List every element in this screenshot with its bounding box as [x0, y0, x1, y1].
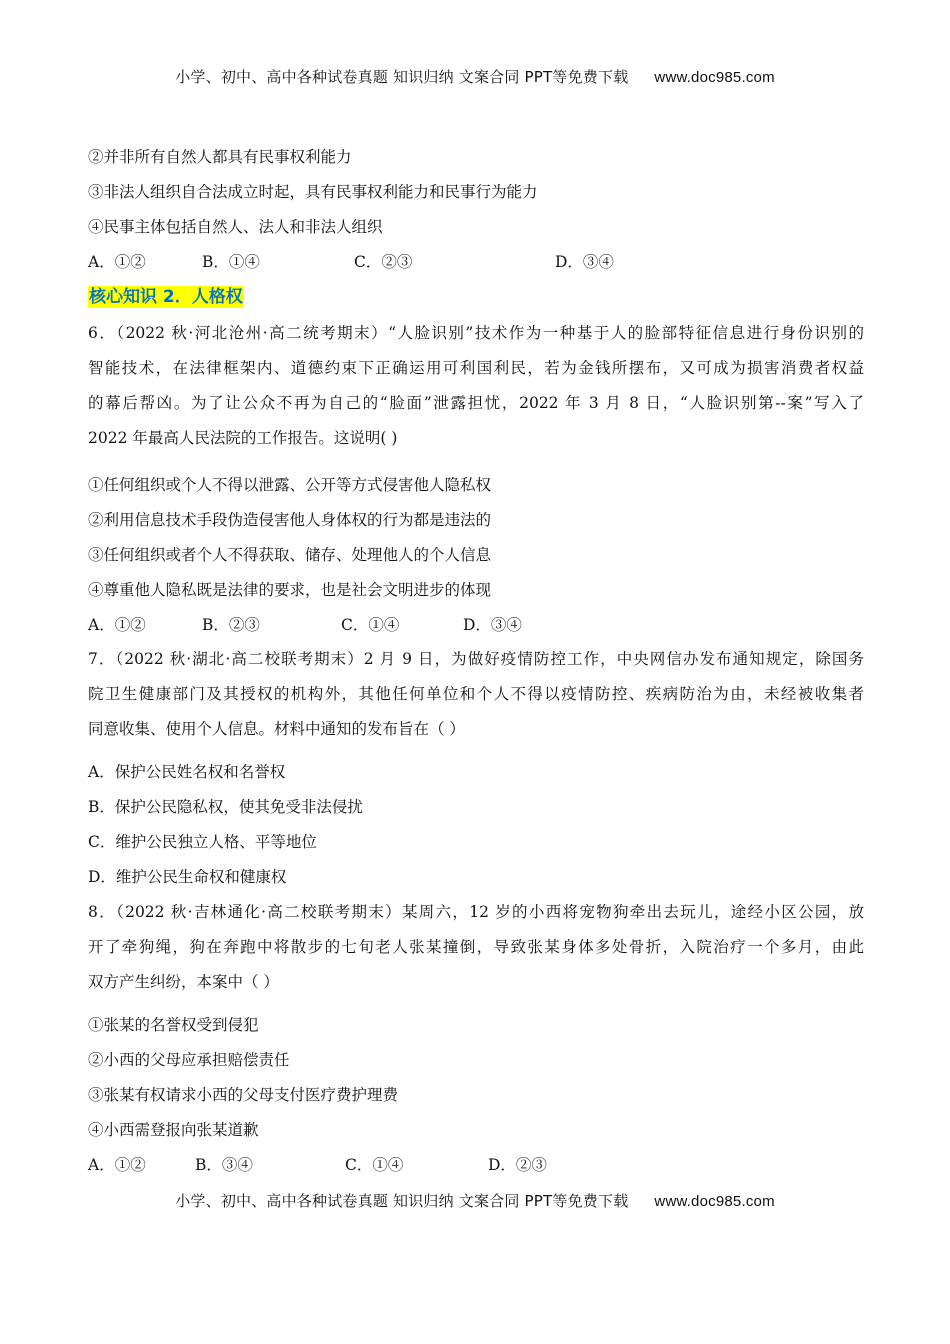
q6-option-b: B．②③ — [202, 616, 260, 634]
section-heading: 核心知识 2．人格权 — [89, 287, 243, 307]
q8-statement-4: ④小西需登报向张某道歉 — [88, 1121, 259, 1139]
header-url[interactable]: www.doc985.com — [654, 69, 775, 86]
q6-option-a: A．①② — [88, 616, 146, 634]
q8-line-3: 双方产生纠纷，本案中（ ） — [88, 973, 279, 991]
q8-stem — [88, 895, 864, 1000]
q6-statement-2: ②利用信息技术手段伪造侵害他人身体权的行为都是违法的 — [88, 511, 492, 529]
q5-option-c: C．②③ — [354, 253, 413, 271]
q7-choice-c: C．维护公民独立人格、平等地位 — [88, 833, 317, 851]
q6-line-3: 的幕后帮凶。为了让公众不再为自己的“脸面”泄露担忧，2022 年 3 月 8 日，“人脸识别第--案”写入了 — [88, 394, 864, 412]
footer-text: 小学、初中、高中各种试卷真题 知识归纳 文案合同 PPT等免费下载 — [175, 1192, 629, 1210]
page-header — [0, 66, 950, 87]
footer-url[interactable]: www.doc985.com — [654, 1193, 775, 1210]
q7-line-1: 7．（2022 秋·湖北·高二校联考期末）2 月 9 日，为做好疫情防控工作，中央网信办发布通知规定，除国务 — [88, 650, 864, 668]
header-text: 小学、初中、高中各种试卷真题 知识归纳 文案合同 PPT等免费下载 — [175, 68, 629, 86]
q5-option-d: D．③④ — [555, 253, 614, 271]
q6-line-4: 2022 年最高人民法院的工作报告。这说明( ) — [88, 429, 398, 447]
q6-line-1: 6．（2022 秋·河北沧州·高二统考期末）“人脸识别”技术作为一种基于人的脸部特征信息进行身份识别的 — [88, 324, 864, 342]
q7-choice-d: D．维护公民生命权和健康权 — [88, 868, 287, 886]
q6-line-2: 智能技术，在法律框架内、道德约束下正确运用可利国利民，若为金钱所摆布，又可成为损害消费者权益 — [88, 359, 864, 377]
q6-option-d: D．③④ — [463, 616, 522, 634]
q5-option-a: A．①② — [88, 253, 146, 271]
q5-statement-3: ③非法人组织自合法成立时起，具有民事权利能力和民事行为能力 — [88, 183, 538, 201]
q6-option-c: C．①④ — [341, 616, 400, 634]
q8-line-2: 开了牵狗绳，狗在奔跑中将散步的七旬老人张某撞倒，导致张某身体多处骨折，入院治疗一个多月，由此 — [88, 938, 864, 956]
q7-line-3: 同意收集、使用个人信息。材料中通知的发布旨在（ ） — [88, 720, 465, 738]
q7-line-2: 院卫生健康部门及其授权的机构外，其他任何单位和个人不得以疫情防控、疾病防治为由，未经被收集者 — [88, 685, 864, 703]
q8-statement-1: ①张某的名誉权受到侵犯 — [88, 1016, 259, 1034]
q6-statement-4: ④尊重他人隐私既是法律的要求，也是社会文明进步的体现 — [88, 581, 492, 599]
q7-stem — [88, 642, 864, 747]
q5-option-b: B．①④ — [202, 253, 260, 271]
page-footer — [0, 1190, 950, 1211]
q8-option-c: C．①④ — [345, 1156, 404, 1174]
q8-line-1: 8．（2022 秋·吉林通化·高二校联考期末）某周六，12 岁的小西将宠物狗牵出去玩儿，途经小区公园，放 — [88, 903, 864, 921]
q8-option-d: D．②③ — [488, 1156, 547, 1174]
q5-statement-4: ④民事主体包括自然人、法人和非法人组织 — [88, 218, 383, 236]
q8-option-b: B．③④ — [195, 1156, 253, 1174]
q7-choice-a: A．保护公民姓名权和名誉权 — [88, 763, 286, 781]
q8-statement-3: ③张某有权请求小西的父母支付医疗费护理费 — [88, 1086, 399, 1104]
q6-statement-1: ①任何组织或个人不得以泄露、公开等方式侵害他人隐私权 — [88, 476, 492, 494]
q6-statement-3: ③任何组织或者个人不得获取、储存、处理他人的个人信息 — [88, 546, 492, 564]
q5-statement-2: ②并非所有自然人都具有民事权利能力 — [88, 148, 352, 166]
q8-option-a: A．①② — [88, 1156, 146, 1174]
q6-stem — [88, 316, 864, 456]
q7-choice-b: B．保护公民隐私权，使其免受非法侵扰 — [88, 798, 363, 816]
q8-statement-2: ②小西的父母应承担赔偿责任 — [88, 1051, 290, 1069]
